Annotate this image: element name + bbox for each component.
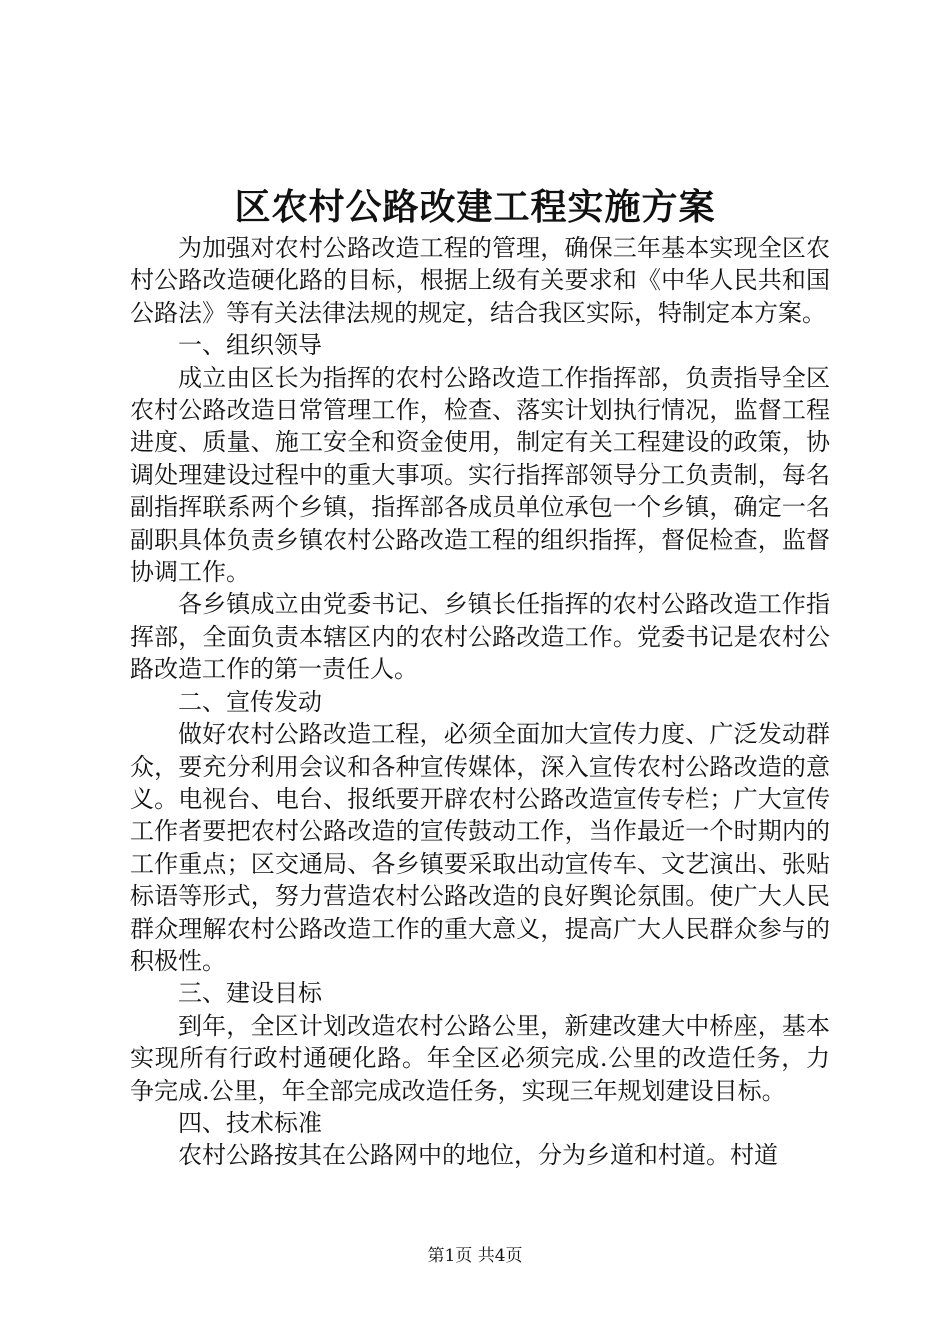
- section-paragraph: 成立由区长为指挥的农村公路改造工作指挥部，负责指导全区农村公路改造日常管理工作，检查、落实计划执行情况，监督工程进度、质量、施工安全和资金使用，制定有关工程建设的政策，协调处理建设过程中的重大事项。实行指挥部领导分工负责制，每名副指挥联系两个乡镇，指挥部各成员单位承包一个乡镇，确定一名副职具体负责乡镇农村公路改造工程的组织指挥，督促检查，监督协调工作。: [130, 363, 830, 587]
- document-title: 区农村公路改建工程实施方案: [234, 186, 716, 228]
- section-heading-standards: 四、技术标准: [178, 1108, 322, 1137]
- section-paragraph: 农村公路按其在公路网中的地位，分为乡道和村道。村道: [178, 1141, 778, 1170]
- section-heading-organization: 一、组织领导: [178, 331, 322, 360]
- section-paragraph: 到年，全区计划改造农村公路公里，新建改建大中桥座，基本实现所有行政村通硬化路。年全区必须完成.公里的改造任务，力争完成.公里，年全部完成改造任务，实现三年规划建设目标。: [130, 1011, 830, 1105]
- intro-paragraph: 为加强对农村公路改造工程的管理，确保三年基本实现全区农村公路改造硬化路的目标，根据上级有关要求和《中华人民共和国公路法》等有关法律法规的规定，结合我区实际，特制定本方案。: [130, 234, 830, 327]
- page-number-footer: 第1页 共4页: [427, 1246, 523, 1266]
- section-heading-goals: 三、建设目标: [178, 979, 322, 1008]
- document-body: [130, 232, 830, 1172]
- section-heading-publicity: 二、宣传发动: [178, 687, 322, 716]
- section-paragraph: 做好农村公路改造工程，必须全面加大宣传力度、广泛发动群众，要充分利用会议和各种宣传媒体，深入宣传农村公路改造的意义。电视台、电台、报纸要开辟农村公路改造宣传专栏；广大宣传工作者要把农村公路改造的宣传鼓动工作，当作最近一个时期内的工作重点；区交通局、各乡镇要采取出动宣传车、文艺演出、张贴标语等形式，努力营造农村公路改造的良好舆论氛围。使广大人民群众理解农村公路改造工作的重大意义，提高广大人民群众参与的积极性。: [130, 720, 830, 975]
- section-paragraph: 各乡镇成立由党委书记、乡镇长任指挥的农村公路改造工作指挥部，全面负责本辖区内的农村公路改造工作。党委书记是农村公路改造工作的第一责任人。: [130, 590, 830, 684]
